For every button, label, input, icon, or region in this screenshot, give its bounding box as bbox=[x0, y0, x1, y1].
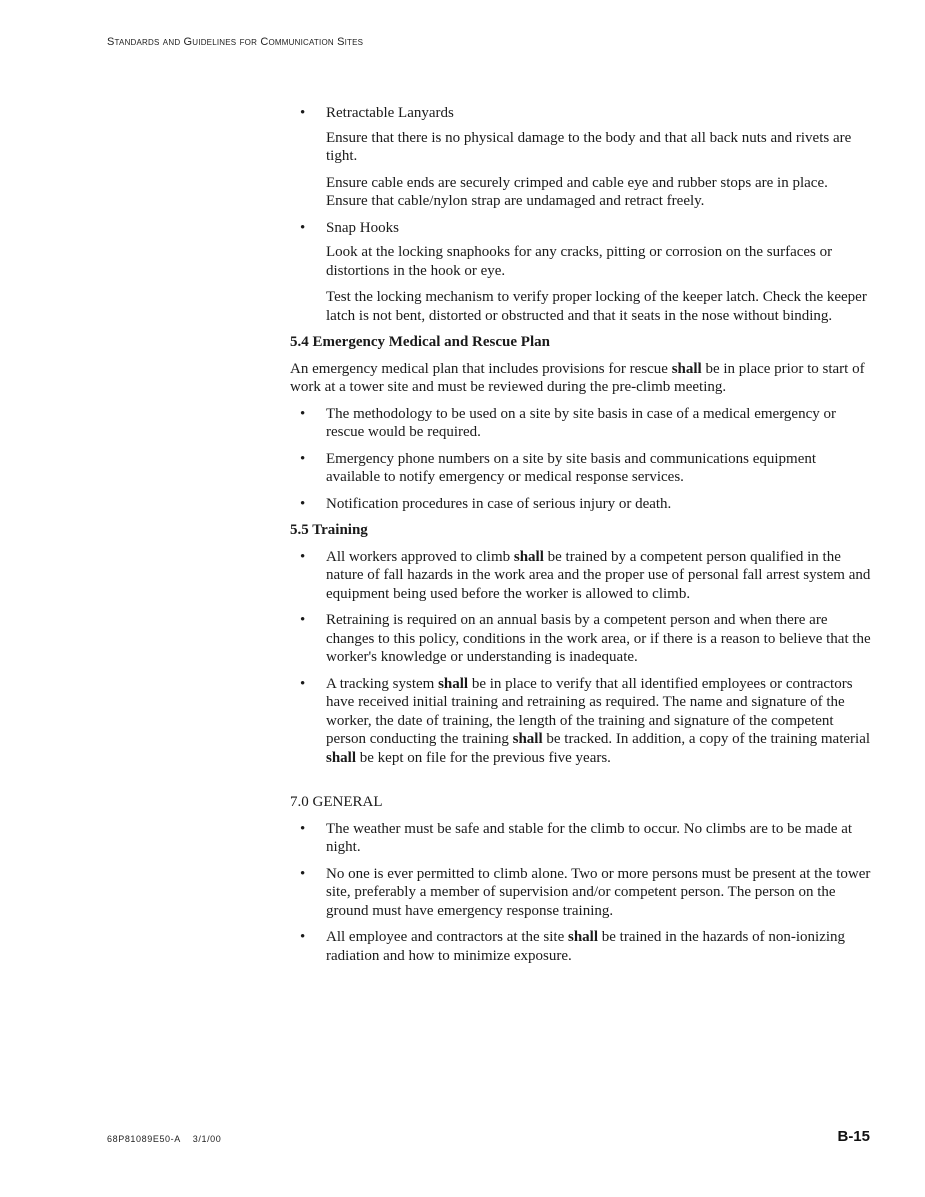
text-run: be in place to verify that all identified employees or contractors have received initial training and retraining as required. The name and signature of the worker, the date of training, the length of the training and signature of the competent person conducting the training bbox=[326, 675, 853, 747]
emphasis: shall bbox=[513, 548, 544, 565]
text-run: be kept on file for the previous five years. bbox=[356, 749, 611, 766]
section-heading-5-5: 5.5 Training bbox=[290, 522, 368, 538]
list-item bbox=[290, 104, 872, 211]
item-title: Snap Hooks bbox=[326, 219, 399, 236]
item-paragraph: Look at the locking snaphooks for any cracks, pitting or corrosion on the surfaces or distortions in the hook or eye. bbox=[326, 244, 833, 279]
text-run: be in place prior to start of work at a tower site and must be reviewed during the pre-climb meeting. bbox=[290, 360, 865, 395]
item-paragraph: Test the locking mechanism to verify proper locking of the keeper latch. Check the keeper latch is not bent, distorted or obstructed and that it seats in the nose without binding. bbox=[326, 289, 867, 324]
bullet-icon: • bbox=[300, 675, 306, 692]
text-run: A tracking system bbox=[326, 675, 439, 692]
section-heading-5-4: 5.4 Emergency Medical and Rescue Plan bbox=[290, 334, 550, 350]
text-run: An emergency medical plan that includes provisions for rescue bbox=[290, 360, 672, 377]
emphasis: shall bbox=[671, 360, 702, 377]
running-header bbox=[107, 36, 363, 48]
item-text: Retraining is required on an annual basis by a competent person and when there are changes to this policy, conditions in the work area, or if there is a reason to believe that the worker's knowledge or understanding is inadequate. bbox=[326, 612, 871, 665]
item-title: Retractable Lanyards bbox=[326, 105, 454, 121]
item-text: The weather must be safe and stable for the climb to occur. No climbs are to be made at night. bbox=[326, 820, 853, 855]
running-header-title: Standards and Guidelines for Communication Sites bbox=[107, 36, 364, 48]
list-item bbox=[290, 405, 872, 442]
page-number: B-15 bbox=[837, 1128, 870, 1145]
bullet-icon: • bbox=[300, 612, 306, 628]
item-paragraph: Ensure that there is no physical damage to the body and that all back nuts and rivets are tight. bbox=[326, 129, 852, 164]
item-text: Emergency phone numbers on a site by site basis and communications equipment available to notify emergency or medical response services. bbox=[326, 450, 817, 485]
list-item bbox=[290, 675, 872, 768]
text-run: be trained in the hazards of non-ionizing radiation and how to minimize exposure. bbox=[326, 929, 846, 964]
bullet-icon: • bbox=[300, 450, 306, 467]
item-text bbox=[326, 548, 872, 604]
emphasis: shall bbox=[512, 731, 543, 747]
emphasis: shall bbox=[326, 749, 357, 766]
item-text: Notification procedures in case of serious injury or death. bbox=[326, 495, 672, 512]
item-text: No one is ever permitted to climb alone. Two or more persons must be present at the tower site, preferably a member of supervision and/or competent person. The person on the ground must have emergency response training. bbox=[326, 865, 871, 919]
text-run: All employee and contractors at the site bbox=[326, 929, 568, 945]
bullet-icon: • bbox=[300, 495, 306, 512]
bullet-icon: • bbox=[300, 929, 306, 945]
bullet-icon: • bbox=[300, 865, 306, 882]
emphasis: shall bbox=[568, 929, 599, 945]
footer-doc-info bbox=[107, 1134, 221, 1144]
text-run: be trained by a competent person qualified in the nature of fall hazards in the work area and the proper use of personal fall arrest system and equipment being used before the worker is allowed to climb. bbox=[326, 548, 871, 602]
item-text: The methodology to be used on a site by site basis in case of a medical emergency or rescue would be required. bbox=[326, 405, 836, 440]
list-item bbox=[290, 865, 872, 921]
item-text bbox=[326, 928, 872, 965]
text-run: All workers approved to climb bbox=[326, 548, 514, 565]
bullet-icon: • bbox=[300, 219, 306, 236]
list-item bbox=[290, 820, 872, 857]
list-item bbox=[290, 495, 872, 514]
section-heading-7-0: 7.0 GENERAL bbox=[290, 794, 383, 810]
doc-number: 68P81089E50-A bbox=[107, 1134, 181, 1144]
emphasis: shall bbox=[438, 675, 469, 692]
list-item bbox=[290, 548, 872, 604]
bullet-icon: • bbox=[300, 548, 306, 565]
list-item bbox=[290, 611, 872, 667]
bullet-icon: • bbox=[300, 105, 306, 121]
text-run: be tracked. In addition, a copy of the training material bbox=[542, 731, 871, 747]
list-item bbox=[290, 928, 872, 965]
list-item bbox=[290, 450, 872, 487]
page-body bbox=[290, 104, 872, 973]
bullet-icon: • bbox=[300, 820, 306, 837]
bullet-icon: • bbox=[300, 405, 306, 422]
section-intro bbox=[290, 360, 872, 397]
list-item bbox=[290, 219, 872, 326]
item-text bbox=[326, 675, 872, 768]
doc-date: 3/1/00 bbox=[192, 1134, 222, 1144]
item-paragraph: Ensure cable ends are securely crimped and cable eye and rubber stops are in place. Ensure that cable/nylon strap are undamaged and retract freely. bbox=[326, 174, 828, 209]
